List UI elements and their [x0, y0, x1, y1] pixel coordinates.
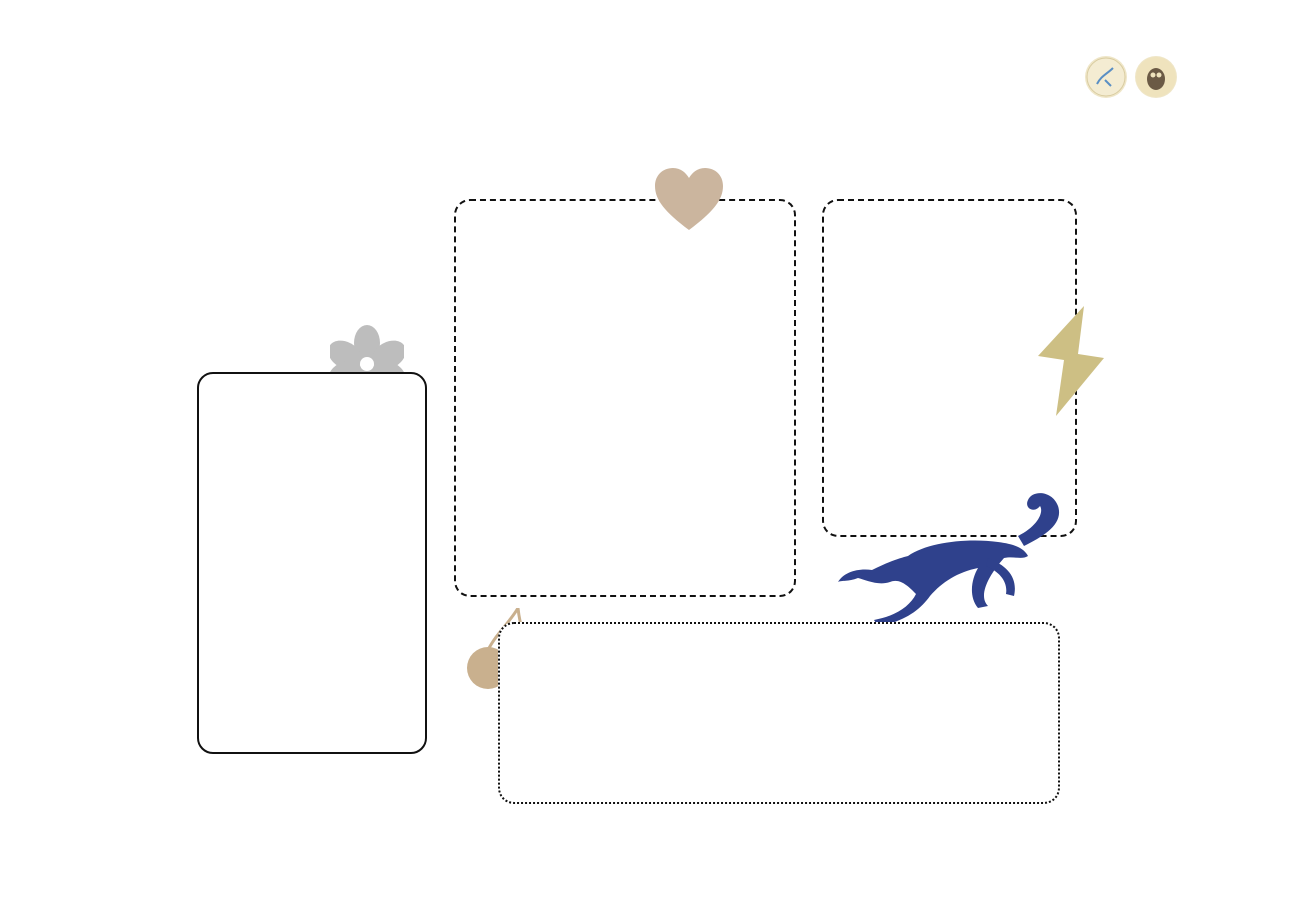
- inconnues-panel: [454, 199, 796, 597]
- owl-logo-icon: [1135, 56, 1177, 98]
- amies-panel: [197, 372, 427, 754]
- siamoises-panel: [498, 622, 1060, 804]
- monkey-icon: [838, 486, 1064, 628]
- monkey-logo-icon: [1085, 56, 1127, 98]
- lightning-icon: [1038, 306, 1104, 416]
- legend: [197, 780, 261, 801]
- heart-icon: [655, 168, 723, 232]
